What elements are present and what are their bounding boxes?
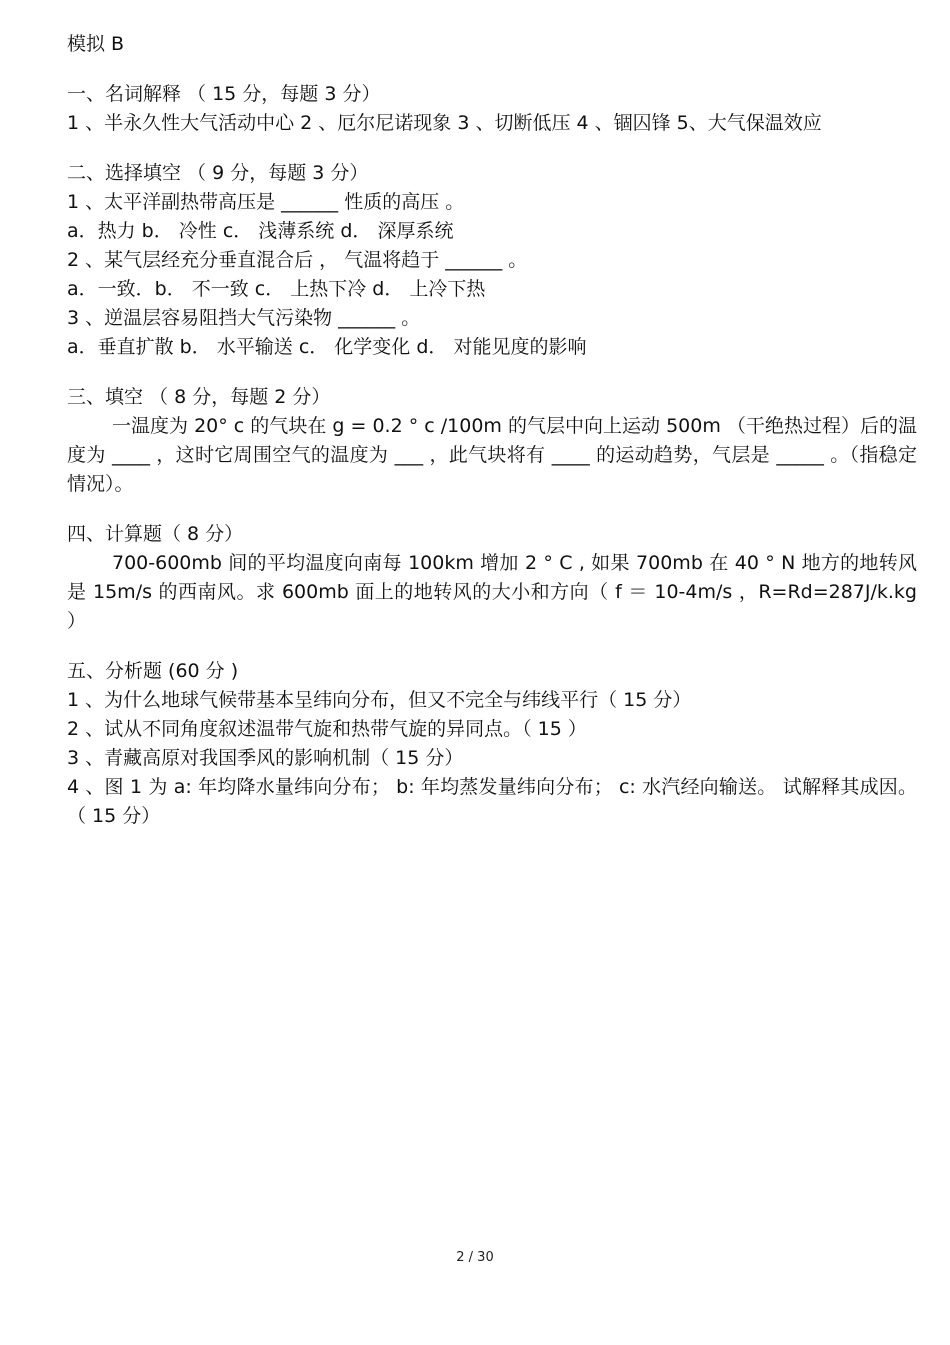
section-2-question-3: 3 、逆温层容易阻挡大气污染物 ______ 。: [67, 307, 421, 329]
document-title: 模拟 B: [67, 33, 125, 55]
section-1-body: 1 、半永久性大气活动中心 2 、厄尔尼诺现象 3 、切断低压 4 、锢囚锋 5、大气保温效应: [67, 112, 822, 134]
document-content: [67, 30, 917, 831]
section-5-question-1: 1 、为什么地球气候带基本呈纬向分布，但又不完全与纬线平行（ 15 分）: [67, 689, 692, 711]
section-4-heading: 四、计算题（ 8 分）: [67, 523, 244, 545]
section-5-heading: 五、分析题 (60 分 ): [67, 660, 239, 682]
section-2-question-2-options: a．一致．b． 不一致 c． 上热下冷 d． 上冷下热: [67, 278, 486, 300]
page-number: 2 / 30: [456, 1250, 494, 1265]
section-2-question-3-options: a．垂直扩散 b． 水平输送 c． 化学变化 d． 对能见度的影响: [67, 336, 587, 358]
section-2-question-1-options: a．热力 b． 冷性 c． 浅薄系统 d． 深厚系统: [67, 220, 454, 242]
section-2-question-1: 1 、太平洋副热带高压是 ______ 性质的高压 。: [67, 191, 465, 213]
section-4-body: 700-600mb 间的平均温度向南每 100km 增加 2 ° C , 如果 700mb 在 40 ° N 地方的地转风是 15m/s 的西南风。求 600mb 面上的地转风的大小和方向（ f ＝ 10-4m/s ，R=Rd=287J/k.kg ）: [67, 552, 917, 632]
section-5-question-3: 3 、青藏高原对我国季风的影响机制（ 15 分）: [67, 747, 464, 769]
section-2-heading: 二、选择填空 （ 9 分，每题 3 分）: [67, 162, 369, 184]
section-3-body: 一温度为 20° c 的气块在 g = 0.2 ° c /100m 的气层中向上运动 500m （干绝热过程）后的温度为 ____ ，这时它周围空气的温度为 ___ ，此气块将有 ____ 的运动趋势，气层是 _____ 。（指稳定情况）。: [67, 415, 917, 495]
section-3-heading: 三、填空 （ 8 分，每题 2 分）: [67, 386, 331, 408]
section-5-question-2: 2 、试从不同角度叙述温带气旋和热带气旋的异同点。（ 15 ）: [67, 718, 587, 740]
section-5-question-4: 4 、图 1 为 a: 年均降水量纬向分布； b: 年均蒸发量纬向分布； c: 水汽经向输送。 试解释其成因。（ 15 分）: [67, 776, 917, 827]
section-1-heading: 一、名词解释 （ 15 分，每题 3 分）: [67, 83, 381, 105]
section-2-question-2: 2 、某气层经充分垂直混合后 ， 气温将趋于 ______ 。: [67, 249, 528, 271]
